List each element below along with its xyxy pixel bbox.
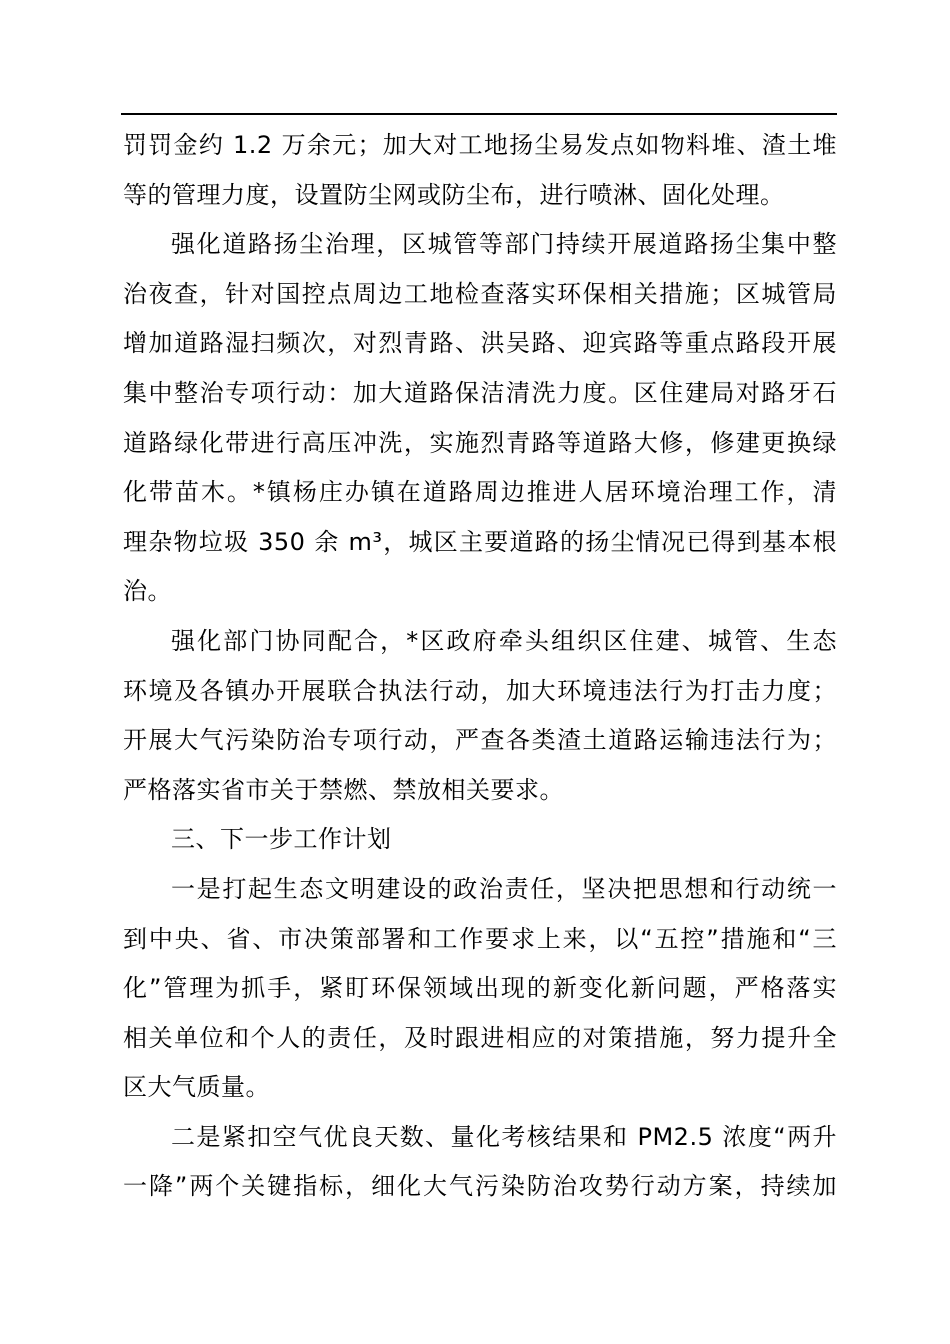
text-line: 相关单位和个人的责任，及时跟进相应的对策措施，努力提升全 <box>123 1023 837 1052</box>
text-line: 治夜查，针对国控点周边工地检查落实环保相关措施；区城管局 <box>123 279 837 308</box>
text-line: 集中整治专项行动：加大道路保洁清洗力度。区住建局对路牙石 <box>123 378 837 407</box>
text-line: 环境及各镇办开展联合执法行动，加大环境违法行为打击力度； <box>123 676 837 705</box>
text-line: 化”管理为抓手，紧盯环保领域出现的新变化新问题，严格落实 <box>123 974 837 1003</box>
text-line: 一是打起生态文明建设的政治责任，坚决把思想和行动统一 <box>171 874 837 903</box>
text-line: 增加道路湿扫频次，对烈青路、洪吴路、迎宾路等重点路段开展 <box>123 329 837 358</box>
text-line: 区大气质量。 <box>123 1073 270 1102</box>
text-line: 一降”两个关键指标，细化大气污染防治攻势行动方案，持续加 <box>123 1172 837 1201</box>
text-line: 化带苗木。*镇杨庄办镇在道路周边推进人居环境治理工作，清 <box>123 478 837 507</box>
text-line: 道路绿化带进行高压冲洗，实施烈青路等道路大修，修建更换绿 <box>123 428 837 457</box>
text-line: 开展大气污染防治专项行动，严查各类渣土道路运输违法行为； <box>123 726 837 755</box>
text-line: 强化道路扬尘治理，区城管等部门持续开展道路扬尘集中整 <box>171 230 837 259</box>
header-rule <box>121 113 837 115</box>
section-heading: 三、下一步工作计划 <box>171 825 392 854</box>
text-line: 等的管理力度，设置防尘网或防尘布，进行喷淋、固化处理。 <box>123 180 785 209</box>
text-line: 强化部门协同配合，*区政府牵头组织区住建、城管、生态 <box>171 626 837 655</box>
text-line: 理杂物垃圾 350 余 m³，城区主要道路的扬尘情况已得到基本根 <box>123 527 837 556</box>
text-line: 二是紧扣空气优良天数、量化考核结果和 PM2.5 浓度“两升 <box>171 1122 837 1151</box>
text-line: 治。 <box>123 577 172 606</box>
text-line: 到中央、省、市决策部署和工作要求上来，以“五控”措施和“三 <box>123 924 837 953</box>
text-line: 罚罚金约 1.2 万余元；加大对工地扬尘易发点如物料堆、渣土堆 <box>123 131 837 159</box>
text-line: 严格落实省市关于禁燃、禁放相关要求。 <box>123 775 564 804</box>
body-text <box>123 121 837 1212</box>
